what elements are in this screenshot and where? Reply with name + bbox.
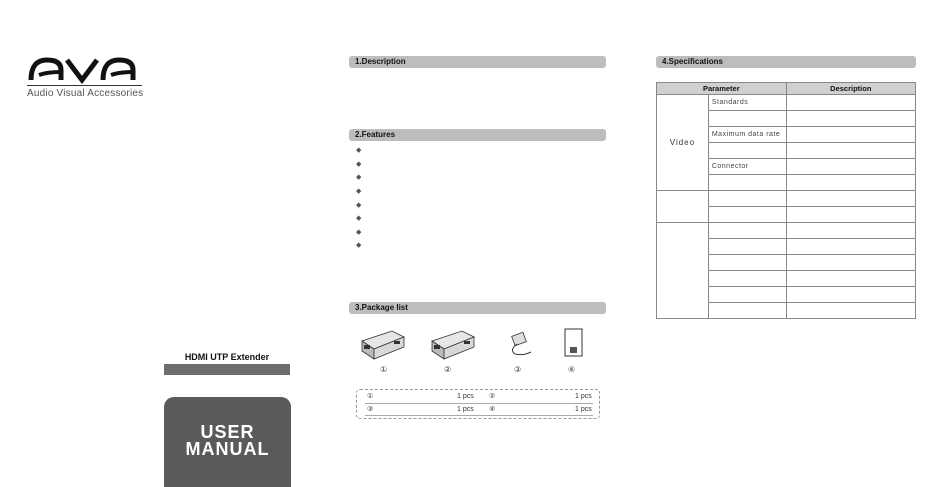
table-cell [708, 207, 786, 223]
product-title: HDMI UTP Extender [184, 352, 270, 362]
section-header-description: 1.Description [349, 56, 606, 68]
package-item-number: ① [380, 365, 388, 374]
package-row-qty: 1 pcs [457, 393, 474, 400]
table-cell [708, 175, 786, 191]
package-row-num: ① [367, 393, 374, 400]
table-header-description: Description [786, 83, 915, 95]
table-cell [708, 255, 786, 271]
param-max-data-rate: Maximum data rate [708, 127, 786, 143]
package-row-num: ② [489, 393, 496, 400]
package-row-divider [365, 415, 593, 416]
manual-line-manual: MANUAL [185, 439, 270, 459]
feature-bullet: ◆ [356, 229, 362, 236]
table-cell [786, 303, 915, 319]
table-cell [786, 143, 915, 159]
ava-logo-icon [27, 50, 142, 86]
feature-bullet: ◆ [356, 215, 362, 222]
table-cell [786, 223, 915, 239]
package-row-divider [365, 403, 593, 404]
table-cell [708, 111, 786, 127]
category-video: Video [657, 95, 709, 191]
table-cell [708, 143, 786, 159]
table-cell [708, 191, 786, 207]
power-adapter-image [505, 328, 535, 358]
table-cell [786, 127, 915, 143]
feature-bullet: ◆ [356, 242, 362, 249]
table-category-cell [657, 191, 709, 223]
feature-bullet: ◆ [356, 161, 362, 168]
table-cell [786, 255, 915, 271]
transmitter-image [358, 325, 408, 361]
logo-divider [27, 85, 142, 86]
section-header-package: 3.Package list [349, 302, 606, 314]
user-manual-block [164, 397, 291, 487]
table-cell [708, 223, 786, 239]
logo-tagline: Audio Visual Accessories [27, 88, 144, 99]
table-cell [786, 271, 915, 287]
table-cell [786, 175, 915, 191]
package-row-qty: 1 pcs [457, 406, 474, 413]
table-header-parameter: Parameter [657, 83, 787, 95]
package-row-num: ③ [367, 406, 374, 413]
package-row-qty: 1 pcs [575, 393, 592, 400]
table-cell [786, 191, 915, 207]
table-cell [708, 287, 786, 303]
section-header-features: 2.Features [349, 129, 606, 141]
package-item-number: ② [444, 365, 452, 374]
param-standards: Standards [708, 95, 786, 111]
specifications-table [656, 82, 916, 319]
section-header-specifications: 4.Specifications [656, 56, 916, 68]
table-cell [708, 271, 786, 287]
table-category-cell [657, 223, 709, 319]
brand-logo [27, 50, 142, 100]
table-cell [786, 207, 915, 223]
package-row-num: ④ [489, 406, 496, 413]
table-cell [786, 239, 915, 255]
table-cell [786, 95, 915, 111]
param-connector: Connector [708, 159, 786, 175]
package-row-qty: 1 pcs [575, 406, 592, 413]
package-item-number: ④ [568, 365, 576, 374]
manual-image [564, 328, 584, 358]
manual-line-user: USER [200, 422, 255, 442]
package-list-box [356, 389, 600, 419]
table-cell [708, 239, 786, 255]
product-title-bar [164, 364, 290, 375]
table-cell [708, 303, 786, 319]
feature-bullet: ◆ [356, 188, 362, 195]
receiver-image [428, 325, 478, 361]
feature-bullet: ◆ [356, 174, 362, 181]
package-item-number: ③ [514, 365, 522, 374]
table-cell [786, 159, 915, 175]
feature-bullet: ◆ [356, 202, 362, 209]
table-cell [786, 287, 915, 303]
table-cell [786, 111, 915, 127]
feature-bullet: ◆ [356, 147, 362, 154]
